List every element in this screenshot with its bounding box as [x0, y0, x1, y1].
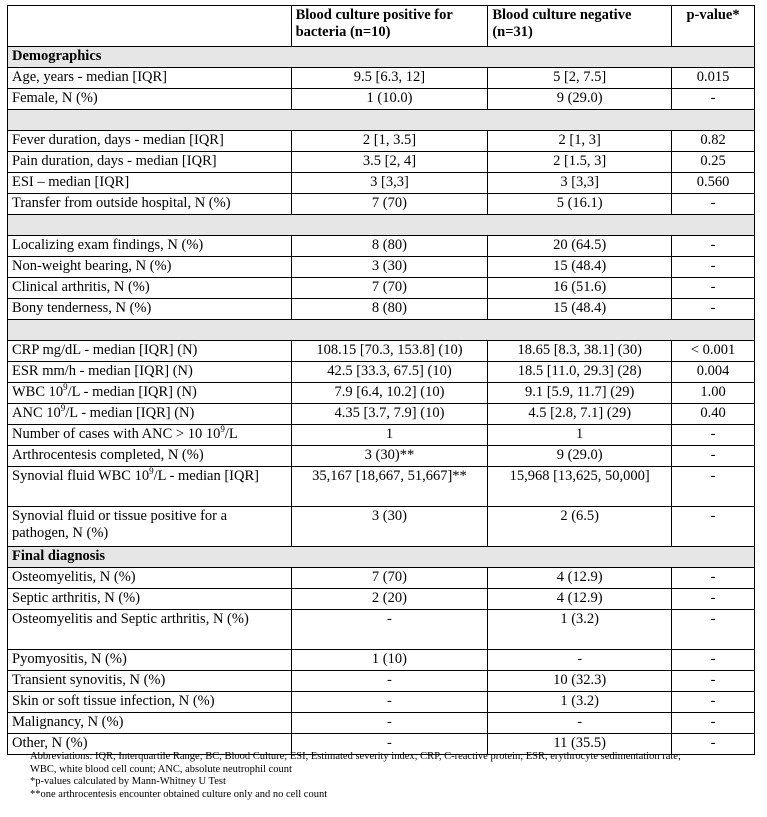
- header-negative: Blood culture negative (n=31): [488, 6, 672, 47]
- positive-value: 8 (80): [291, 299, 488, 320]
- table-row: [8, 467, 755, 507]
- row-label: Other, N (%): [8, 734, 292, 755]
- arthrocentesis-footnote: **one arthrocentesis encounter obtained culture only and no cell count: [30, 788, 328, 800]
- positive-value: -: [291, 734, 488, 755]
- positive-value: 108.15 [70.3, 153.8] (10): [291, 341, 488, 362]
- negative-value: 2 [1.5, 3]: [488, 152, 672, 173]
- positive-value: 3 (30): [291, 507, 488, 547]
- abbreviations-note-line2: WBC, white blood cell count; ANC, absolute neutrophil count: [30, 763, 292, 775]
- negative-value: -: [488, 713, 672, 734]
- positive-value: 7 (70): [291, 568, 488, 589]
- negative-value: 2 (6.5): [488, 507, 672, 547]
- negative-value: 1: [488, 425, 672, 446]
- positive-value: 3.5 [2, 4]: [291, 152, 488, 173]
- p-value: 0.25: [672, 152, 755, 173]
- row-label: Pain duration, days - median [IQR]: [8, 152, 292, 173]
- negative-value: -: [488, 650, 672, 671]
- positive-value: 3 (30): [291, 257, 488, 278]
- row-label: Age, years - median [IQR]: [8, 68, 292, 89]
- table-row: [8, 507, 755, 547]
- negative-value: 3 [3,3]: [488, 173, 672, 194]
- pvalue-footnote: *p-values calculated by Mann-Whitney U Test: [30, 776, 226, 787]
- p-value: < 0.001: [672, 341, 755, 362]
- negative-value: 9.1 [5.9, 11.7] (29): [488, 383, 672, 404]
- table-row: [8, 257, 755, 278]
- row-label: Synovial fluid or tissue positive for a pathogen, N (%): [8, 507, 292, 547]
- positive-value: 7.9 [6.4, 10.2] (10): [291, 383, 488, 404]
- abbreviations-note-line1: Abbreviations: IQR, Interquartile Range; BC, Blood Culture; ESI, Estimated severity index; CRP, C-reactive protein; ESR, erythrocyte sedimentation rate;: [30, 751, 681, 762]
- row-label-exponent: 9: [149, 466, 154, 477]
- row-label: Fever duration, days - median [IQR]: [8, 131, 292, 152]
- table-row: [8, 589, 755, 610]
- negative-value: 11 (35.5): [488, 734, 672, 755]
- positive-value: 7 (70): [291, 278, 488, 299]
- positive-value: 42.5 [33.3, 67.5] (10): [291, 362, 488, 383]
- row-label: Arthrocentesis completed, N (%): [8, 446, 292, 467]
- row-label: Bony tenderness, N (%): [8, 299, 292, 320]
- negative-value: 1 (3.2): [488, 610, 672, 650]
- header-empty-cell: [8, 6, 292, 47]
- row-label: Non-weight bearing, N (%): [8, 257, 292, 278]
- p-value: -: [672, 650, 755, 671]
- p-value: -: [672, 589, 755, 610]
- negative-value: 1 (3.2): [488, 692, 672, 713]
- section-row: [8, 215, 755, 236]
- negative-value: 16 (51.6): [488, 278, 672, 299]
- row-label: Malignancy, N (%): [8, 713, 292, 734]
- header-pvalue: p-value*: [672, 6, 755, 47]
- row-label: Skin or soft tissue infection, N (%): [8, 692, 292, 713]
- positive-value: 1 (10.0): [291, 89, 488, 110]
- p-value: -: [672, 89, 755, 110]
- header-positive: Blood culture positive for bacteria (n=10): [291, 6, 488, 47]
- p-value: -: [672, 236, 755, 257]
- row-label-text: WBC 10: [12, 384, 64, 400]
- negative-value: 5 [2, 7.5]: [488, 68, 672, 89]
- row-label-text: Number of cases with ANC > 10 10: [12, 426, 221, 442]
- section-row: [8, 110, 755, 131]
- positive-value: 35,167 [18,667, 51,667]**: [291, 467, 488, 507]
- negative-value: 20 (64.5): [488, 236, 672, 257]
- positive-value: 9.5 [6.3, 12]: [291, 68, 488, 89]
- p-value: -: [672, 568, 755, 589]
- table-row: [8, 194, 755, 215]
- table-row: [8, 671, 755, 692]
- table-row: [8, 713, 755, 734]
- row-label: [8, 404, 292, 425]
- negative-value: 4 (12.9): [488, 589, 672, 610]
- negative-value: 10 (32.3): [488, 671, 672, 692]
- p-value: 0.82: [672, 131, 755, 152]
- section-label: Final diagnosis: [8, 547, 755, 568]
- row-label-unit: /L - median [IQR] (N): [67, 384, 197, 400]
- results-table: [7, 5, 755, 755]
- table-row: [8, 425, 755, 446]
- p-value: -: [672, 299, 755, 320]
- section-row: [8, 47, 755, 68]
- negative-value: 9 (29.0): [488, 446, 672, 467]
- p-value: -: [672, 671, 755, 692]
- negative-value: 4 (12.9): [488, 568, 672, 589]
- positive-value: 3 [3,3]: [291, 173, 488, 194]
- row-label: Pyomyositis, N (%): [8, 650, 292, 671]
- section-row: [8, 547, 755, 568]
- section-row: [8, 320, 755, 341]
- table-row: [8, 568, 755, 589]
- row-label: ESI – median [IQR]: [8, 173, 292, 194]
- row-label: Transfer from outside hospital, N (%): [8, 194, 292, 215]
- section-label: [8, 215, 755, 236]
- p-value: -: [672, 194, 755, 215]
- p-value: -: [672, 467, 755, 507]
- table-header-row: [8, 6, 755, 47]
- positive-value: -: [291, 671, 488, 692]
- table-row: [8, 299, 755, 320]
- negative-value: 15,968 [13,625, 50,000]: [488, 467, 672, 507]
- table-row: [8, 610, 755, 650]
- negative-value: 15 (48.4): [488, 257, 672, 278]
- row-label: [8, 467, 292, 507]
- table-row: [8, 362, 755, 383]
- positive-value: 4.35 [3.7, 7.9] (10): [291, 404, 488, 425]
- negative-value: 2 [1, 3]: [488, 131, 672, 152]
- positive-value: 1 (10): [291, 650, 488, 671]
- table-row: [8, 131, 755, 152]
- section-label: Demographics: [8, 47, 755, 68]
- negative-value: 18.65 [8.3, 38.1] (30): [488, 341, 672, 362]
- negative-value: 5 (16.1): [488, 194, 672, 215]
- p-value: -: [672, 610, 755, 650]
- table-row: [8, 68, 755, 89]
- p-value: -: [672, 734, 755, 755]
- row-label: Osteomyelitis and Septic arthritis, N (%): [8, 610, 292, 650]
- p-value: -: [672, 257, 755, 278]
- table-row: [8, 383, 755, 404]
- negative-value: 15 (48.4): [488, 299, 672, 320]
- section-label: [8, 110, 755, 131]
- row-label: ESR mm/h - median [IQR] (N): [8, 362, 292, 383]
- row-label: Osteomyelitis, N (%): [8, 568, 292, 589]
- table-row: [8, 692, 755, 713]
- row-label-exponent: 9: [220, 424, 225, 435]
- section-label: [8, 320, 755, 341]
- positive-value: 2 (20): [291, 589, 488, 610]
- p-value: 0.004: [672, 362, 755, 383]
- positive-value: 2 [1, 3.5]: [291, 131, 488, 152]
- p-value: 0.560: [672, 173, 755, 194]
- row-label: Transient synovitis, N (%): [8, 671, 292, 692]
- row-label: Septic arthritis, N (%): [8, 589, 292, 610]
- row-label: [8, 425, 292, 446]
- p-value: -: [672, 692, 755, 713]
- positive-value: 3 (30)**: [291, 446, 488, 467]
- row-label-text: Synovial fluid WBC 10: [12, 468, 150, 484]
- p-value: 0.015: [672, 68, 755, 89]
- table-row: [8, 404, 755, 425]
- table-row: [8, 341, 755, 362]
- row-label: [8, 383, 292, 404]
- row-label-exponent: 9: [63, 382, 68, 393]
- p-value: -: [672, 713, 755, 734]
- p-value: 1.00: [672, 383, 755, 404]
- table-row: [8, 89, 755, 110]
- row-label: Female, N (%): [8, 89, 292, 110]
- table-footnotes: [30, 751, 755, 801]
- negative-value: 9 (29.0): [488, 89, 672, 110]
- positive-value: -: [291, 610, 488, 650]
- table-row: [8, 152, 755, 173]
- table-row: [8, 446, 755, 467]
- row-label: Localizing exam findings, N (%): [8, 236, 292, 257]
- table-row: [8, 650, 755, 671]
- negative-value: 18.5 [11.0, 29.3] (28): [488, 362, 672, 383]
- p-value: -: [672, 446, 755, 467]
- table-row: [8, 278, 755, 299]
- row-label: CRP mg/dL - median [IQR] (N): [8, 341, 292, 362]
- negative-value: 4.5 [2.8, 7.1] (29): [488, 404, 672, 425]
- table-row: [8, 173, 755, 194]
- table-row: [8, 236, 755, 257]
- p-value: -: [672, 425, 755, 446]
- positive-value: 7 (70): [291, 194, 488, 215]
- row-label-unit: /L: [224, 426, 238, 442]
- positive-value: -: [291, 713, 488, 734]
- row-label-unit: /L - median [IQR] (N): [65, 405, 195, 421]
- p-value: 0.40: [672, 404, 755, 425]
- row-label: Clinical arthritis, N (%): [8, 278, 292, 299]
- p-value: -: [672, 507, 755, 547]
- positive-value: 8 (80): [291, 236, 488, 257]
- row-label-exponent: 9: [60, 403, 66, 414]
- row-label-text: ANC 10: [12, 405, 61, 421]
- positive-value: -: [291, 692, 488, 713]
- p-value: -: [672, 278, 755, 299]
- positive-value: 1: [291, 425, 488, 446]
- row-label-unit: /L - median [IQR]: [153, 468, 259, 484]
